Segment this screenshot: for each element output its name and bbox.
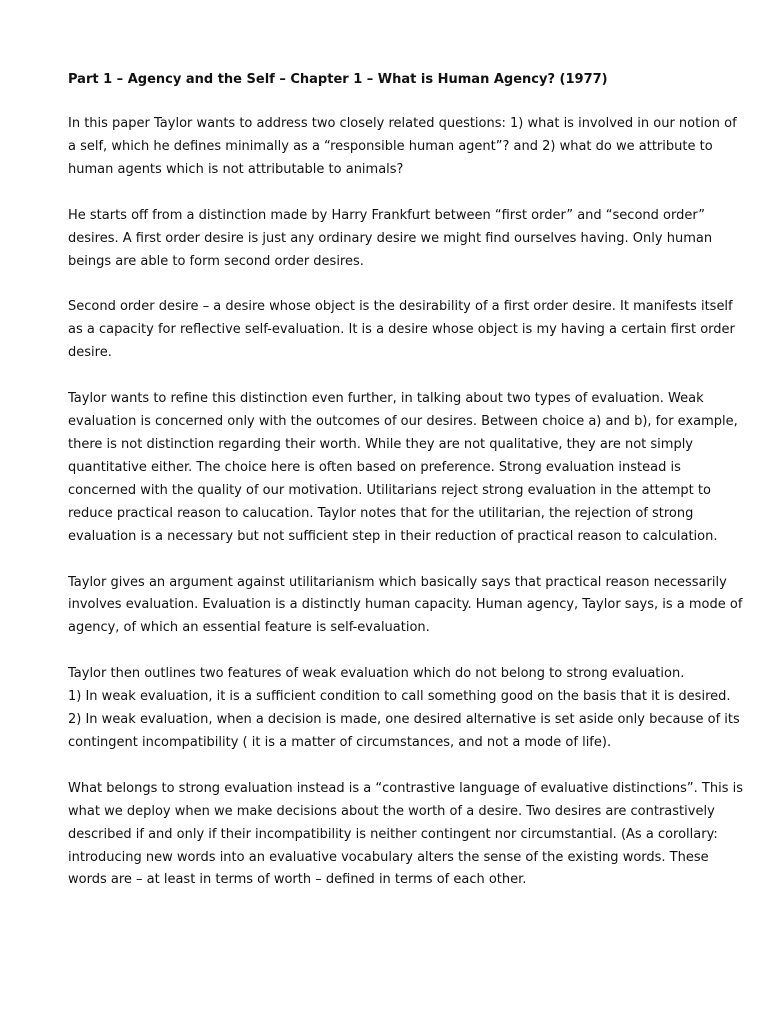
text-line: What belongs to strong evaluation instead is a “contrastive language of evaluative distinctions”. This is [68, 780, 743, 796]
text-line: evaluation is a necessary but not sufficient step in their reduction of practical reason to calculation. [68, 528, 718, 544]
text-line: Taylor gives an argument against utilitarianism which basically says that practical reason necessarily [68, 574, 727, 590]
text-line: 2) In weak evaluation, when a decision is made, one desired alternative is set aside only because of its [68, 712, 740, 728]
paragraph [68, 778, 743, 893]
text-line: reduce practical reason to calucation. Taylor notes that for the utilitarian, the rejection of strong [68, 505, 694, 521]
paragraph [68, 572, 743, 641]
text-line: evaluation is concerned only with the outcomes of our desires. Between choice a) and b), for example, [68, 414, 738, 430]
text-line: desire. [68, 345, 112, 361]
text-line: as a capacity for reflective self-evaluation. It is a desire whose object is my having a certain first order [68, 322, 735, 338]
text-line: human agents which is not attributable to animals? [68, 161, 404, 177]
text-line: contingent incompatibility ( it is a matter of circumstances, and not a mode of life). [68, 734, 612, 750]
text-line: Taylor wants to refine this distinction even further, in talking about two types of evaluation. Weak [68, 391, 704, 407]
paragraph [68, 388, 738, 548]
text-line: concerned with the quality of our motivation. Utilitarians reject strong evaluation in the attempt to [68, 482, 711, 498]
text-line: introducing new words into an evaluative vocabulary alters the sense of the existing words. These [68, 849, 709, 865]
text-line: Taylor then outlines two features of weak evaluation which do not belong to strong evaluation. [68, 666, 685, 682]
text-line: there is not distinction regarding their worth. While they are not qualitative, they are not simply [68, 436, 694, 452]
text-line: 1) In weak evaluation, it is a sufficient condition to call something good on the basis that it is desired. [68, 689, 731, 705]
paragraph [68, 113, 737, 182]
text-line: agency, of which an essential feature is self-evaluation. [68, 620, 430, 636]
text-line: Second order desire – a desire whose object is the desirability of a first order desire. It manifests itself [68, 299, 733, 315]
text-line: what we deploy when we make decisions about the worth of a desire. Two desires are contrastively [68, 803, 715, 819]
text-line: described if and only if their incompatibility is neither contingent nor circumstantial. (As a corollary: [68, 826, 718, 842]
text-line: quantitative either. The choice here is often based on preference. Strong evaluation instead is [68, 459, 681, 475]
text-line: beings are able to form second order desires. [68, 253, 364, 269]
text-line: He starts off from a distinction made by Harry Frankfurt between “first order” and “second order” [68, 207, 705, 223]
text-line: a self, which he defines minimally as a “responsible human agent”? and 2) what do we attribute to [68, 138, 713, 154]
paragraph [68, 663, 740, 755]
text-line: In this paper Taylor wants to address two closely related questions: 1) what is involved in our notion of [68, 116, 737, 131]
text-line: involves evaluation. Evaluation is a distinctly human capacity. Human agency, Taylor says, is a mode of [68, 597, 743, 613]
paragraph [68, 296, 735, 365]
text-line: words are – at least in terms of worth – defined in terms of each other. [68, 872, 527, 888]
document-body [68, 113, 743, 892]
text-line: desires. A first order desire is just any ordinary desire we might find ourselves having. Only human [68, 230, 713, 246]
document-title: Part 1 – Agency and the Self – Chapter 1 – What is Human Agency? (1977) [68, 72, 608, 87]
paragraph [68, 205, 713, 274]
